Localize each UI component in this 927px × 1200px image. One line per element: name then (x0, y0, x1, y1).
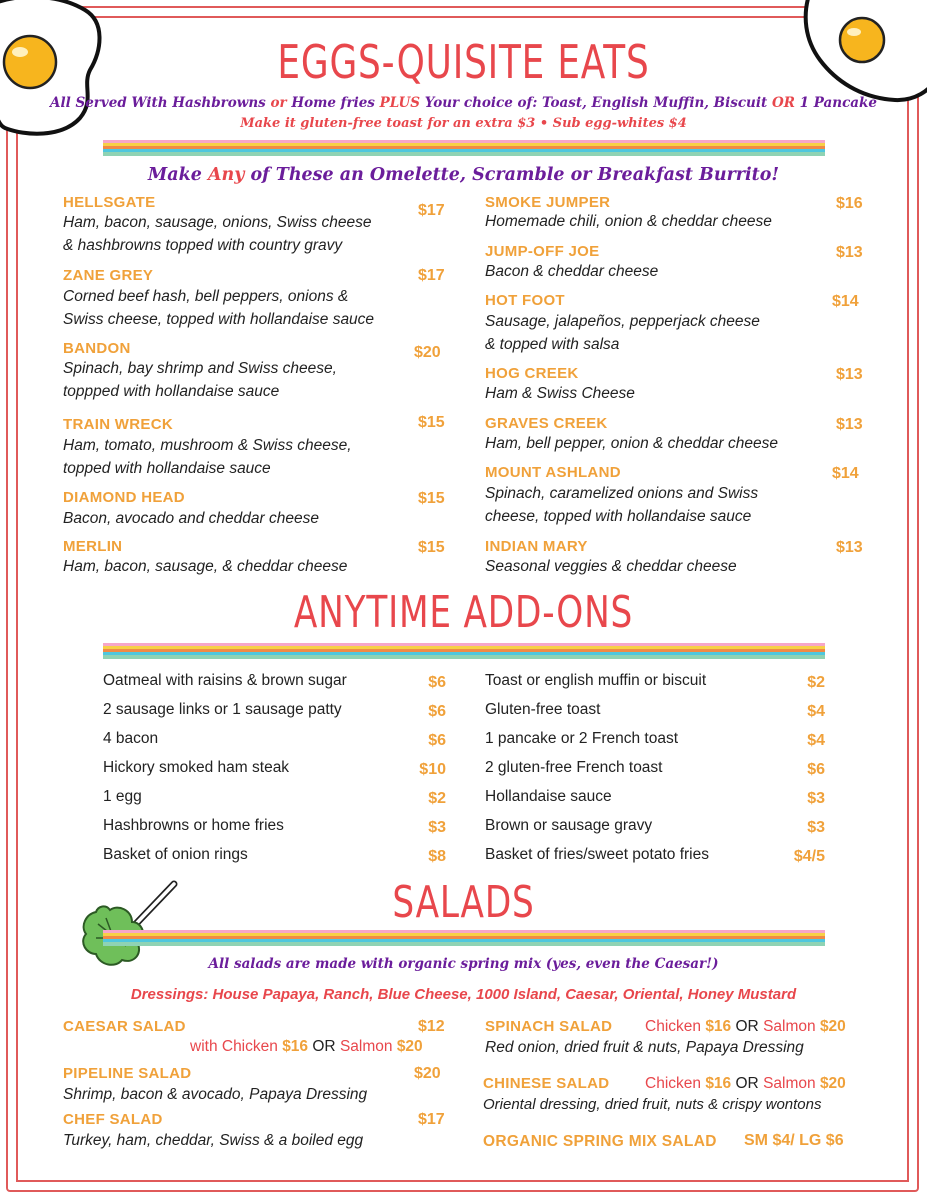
item-price: $16 (836, 195, 863, 212)
omelette-after: of These an Omelette, Scramble or Breakfast Burrito! (244, 165, 780, 185)
caesar-with-chicken: with Chicken (190, 1038, 283, 1055)
item-desc: Ham, tomato, mushroom & Swiss cheese, (63, 437, 352, 454)
addon-name: 2 sausage links or 1 sausage patty (103, 701, 342, 718)
item-name: HOG CREEK (485, 365, 579, 382)
item-price: $13 (836, 416, 863, 433)
item-desc: topped with hollandaise sauce (63, 460, 271, 477)
item-name: JUMP-OFF JOE (485, 243, 600, 260)
caesar-salad-price: $12 (418, 1018, 445, 1035)
omelette-any: Any (207, 165, 245, 185)
addon-price: $6 (428, 703, 446, 720)
pipeline-salad-name: PIPELINE SALAD (63, 1065, 192, 1082)
chinese-salad-options (645, 1075, 846, 1093)
addon-price: $10 (419, 761, 446, 778)
addon-price: $6 (428, 732, 446, 749)
addons-title: ANYTIME ADD-ONS (293, 587, 634, 638)
rainbow-divider (103, 643, 825, 659)
spinach-salad-desc: Red onion, dried fruit & nuts, Papaya Dressing (485, 1039, 804, 1056)
item-desc: Ham & Swiss Cheese (485, 385, 635, 402)
item-desc: Corned beef hash, bell peppers, onions & (63, 288, 349, 305)
item-name: HOT FOOT (485, 292, 565, 309)
addon-price: $3 (807, 790, 825, 807)
addon-name: Oatmeal with raisins & brown sugar (103, 672, 347, 689)
served-or2: OR (771, 95, 795, 111)
organic-salad-price: SM $4/ LG $6 (744, 1132, 844, 1149)
item-name: HELLSGATE (63, 194, 156, 211)
served-part1: All Served With Hashbrowns (50, 95, 271, 111)
omelette-before: Make (147, 165, 208, 185)
spinach-salad-options (645, 1018, 846, 1036)
addon-name: 1 egg (103, 788, 142, 805)
omelette-line (0, 165, 927, 185)
spinach-or: OR (731, 1018, 764, 1035)
served-part2: Home fries (286, 95, 380, 111)
addon-name: 4 bacon (103, 730, 159, 747)
addon-price: $4 (807, 703, 825, 720)
addon-price: $4/5 (793, 848, 825, 865)
rainbow-divider (103, 930, 825, 946)
item-name: MOUNT ASHLAND (485, 464, 621, 481)
addon-name: Hashbrowns or home fries (103, 817, 284, 834)
served-or: or (270, 95, 287, 111)
chinese-salmon: Salmon (763, 1075, 820, 1092)
rainbow-divider (103, 140, 825, 156)
item-price: $20 (414, 344, 441, 361)
item-desc: Bacon, avocado and cheddar cheese (63, 510, 319, 527)
organic-salad-name: ORGANIC SPRING MIX SALAD (483, 1133, 717, 1150)
item-desc: Ham, bell pepper, onion & cheddar cheese (485, 435, 778, 452)
addon-name: 2 gluten-free French toast (485, 759, 663, 776)
caesar-or: OR (308, 1038, 340, 1055)
addon-price: $3 (428, 819, 446, 836)
chef-salad-name: CHEF SALAD (63, 1111, 163, 1128)
item-name: BANDON (63, 340, 131, 357)
addon-name: Basket of onion rings (103, 846, 248, 863)
item-desc: Spinach, bay shrimp and Swiss cheese, (63, 360, 337, 377)
item-price: $17 (418, 202, 445, 219)
item-desc: cheese, topped with hollandaise sauce (485, 508, 752, 525)
chef-salad-price: $17 (418, 1111, 445, 1128)
addon-price: $3 (807, 819, 825, 836)
item-price: $15 (418, 490, 445, 507)
addon-name: Hollandaise sauce (485, 788, 612, 805)
item-price: $14 (832, 293, 859, 310)
item-desc: toppped with hollandaise sauce (63, 383, 280, 400)
item-price: $13 (836, 539, 863, 556)
item-name: ZANE GREY (63, 267, 154, 284)
addon-price: $4 (807, 732, 825, 749)
addon-name: Gluten-free toast (485, 701, 601, 718)
item-desc: Spinach, caramelized onions and Swiss (485, 485, 759, 502)
chinese-chicken-price: $16 (705, 1075, 732, 1092)
item-name: MERLIN (63, 538, 123, 555)
item-name: SMOKE JUMPER (485, 194, 611, 211)
pipeline-salad-price: $20 (414, 1065, 441, 1082)
item-desc: & hashbrowns topped with country gravy (63, 237, 343, 254)
caesar-salmon-price: $20 (396, 1038, 423, 1055)
spinach-salmon-price: $20 (819, 1018, 846, 1035)
addon-name: Basket of fries/sweet potato fries (485, 846, 709, 863)
addon-price: $6 (428, 674, 446, 691)
served-part3: Your choice of: Toast, English Muffin, Biscuit (420, 95, 772, 111)
chef-salad-desc: Turkey, ham, cheddar, Swiss & a boiled egg (63, 1132, 364, 1149)
spinach-salmon: Salmon (763, 1018, 820, 1035)
item-price: $17 (418, 267, 445, 284)
addon-name: 1 pancake or 2 French toast (485, 730, 679, 747)
pipeline-salad-desc: Shrimp, bacon & avocado, Papaya Dressing (63, 1086, 368, 1103)
addon-price: $2 (428, 790, 446, 807)
addon-name: Brown or sausage gravy (485, 817, 653, 834)
addon-price: $6 (807, 761, 825, 778)
chinese-salmon-price: $20 (819, 1075, 846, 1092)
addon-price: $8 (428, 848, 446, 865)
caesar-salmon: Salmon (339, 1038, 397, 1055)
dressings-line: Dressings: House Papaya, Ranch, Blue Cheese, 1000 Island, Caesar, Oriental, Honey Mustard (130, 986, 797, 1003)
gluten-free-line: Make it gluten-free toast for an extra $3 • Sub egg-whites $4 (240, 116, 687, 131)
item-name: DIAMOND HEAD (63, 489, 185, 506)
caesar-chicken-price: $16 (282, 1038, 309, 1055)
served-with-line (0, 95, 927, 111)
item-desc: Ham, bacon, sausage, & cheddar cheese (63, 558, 348, 575)
item-desc: Sausage, jalapeños, pepperjack cheese (485, 313, 760, 330)
spring-mix-line: All salads are made with organic spring mix (yes, even the Caesar!) (208, 956, 719, 972)
item-price: $13 (836, 366, 863, 383)
salads-title: SALADS (392, 877, 535, 928)
chinese-or: OR (731, 1075, 764, 1092)
addon-price: $2 (807, 674, 825, 691)
item-name: TRAIN WRECK (63, 416, 173, 433)
chinese-chicken: Chicken (645, 1075, 706, 1092)
spinach-chicken-price: $16 (705, 1018, 732, 1035)
item-desc: Bacon & cheddar cheese (485, 263, 659, 280)
item-price: $15 (418, 414, 445, 431)
addon-name: Hickory smoked ham steak (103, 759, 290, 776)
item-desc: Homemade chili, onion & cheddar cheese (485, 213, 772, 230)
chinese-salad-name: CHINESE SALAD (483, 1075, 610, 1092)
addon-name: Toast or english muffin or biscuit (485, 672, 707, 689)
item-desc: & topped with salsa (485, 336, 620, 353)
item-name: GRAVES CREEK (485, 415, 608, 432)
served-plus: PLUS (379, 95, 421, 111)
caesar-salad-options (190, 1038, 423, 1056)
served-part4: 1 Pancake (794, 95, 877, 111)
item-desc: Ham, bacon, sausage, onions, Swiss cheese (63, 214, 372, 231)
spinach-salad-name: SPINACH SALAD (485, 1018, 613, 1035)
item-name: INDIAN MARY (485, 538, 588, 555)
item-price: $15 (418, 539, 445, 556)
item-desc: Swiss cheese, topped with hollandaise sauce (63, 311, 375, 328)
item-price: $14 (832, 465, 859, 482)
page-title: EGGS-QUISITE EATS (277, 35, 650, 89)
item-desc: Seasonal veggies & cheddar cheese (485, 558, 737, 575)
chinese-salad-desc: Oriental dressing, dried fruit, nuts & crispy wontons (483, 1096, 822, 1113)
item-price: $13 (836, 244, 863, 261)
caesar-salad-name: CAESAR SALAD (63, 1018, 186, 1035)
spinach-chicken: Chicken (645, 1018, 706, 1035)
